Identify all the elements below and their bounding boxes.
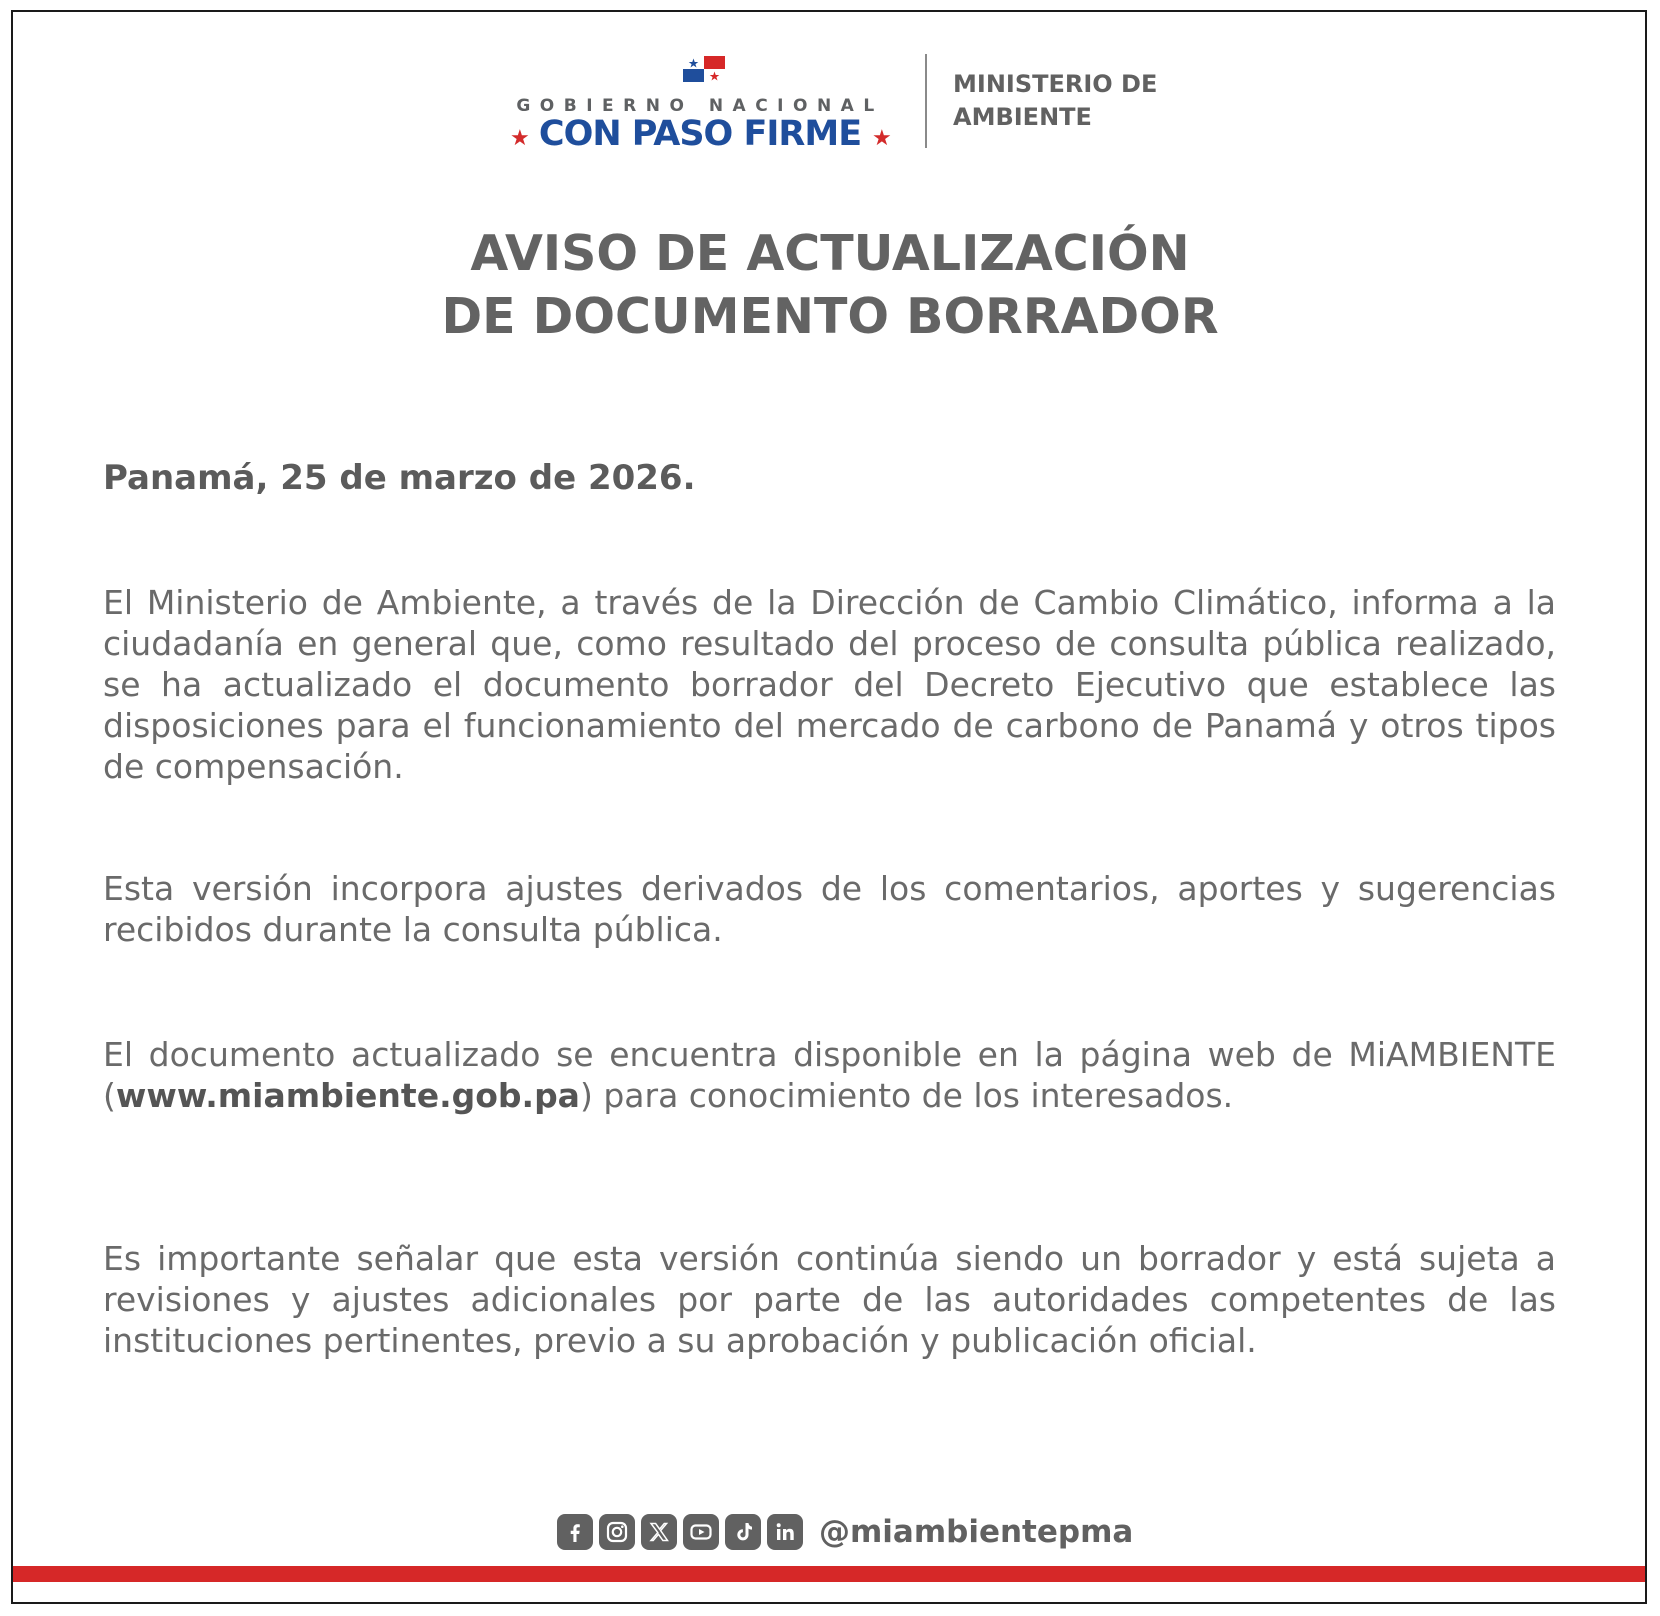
government-title: GOBIERNO NACIONAL [516, 96, 884, 116]
x-icon[interactable] [641, 1514, 677, 1550]
notice-date: Panamá, 25 de marzo de 2026. [103, 458, 696, 498]
paragraph-2: Esta versión incorpora ajustes derivados de los comentarios, aportes y sugerencias recibidos durante la consulta pública. [103, 869, 1556, 949]
website-link[interactable]: www.miambiente.gob.pa [115, 1076, 580, 1115]
paragraph-1: El Ministerio de Ambiente, a través de la Dirección de Cambio Climático, informa a la ciudadanía en general que, como resultado del proceso de consulta pública realizado, se ha actualizado el documento borrador del Decreto Ejecutivo que establece las disposiciones para el funcionamiento del mercado de carbono de Panamá y otros tipos de compensación. [103, 583, 1556, 786]
social-media-bar [557, 1514, 1133, 1550]
instagram-icon[interactable] [599, 1514, 635, 1550]
title-line-1: AVISO DE ACTUALIZACIÓN [470, 225, 1190, 282]
paragraph-3-text-end: ) para conocimiento de los interesados. [579, 1076, 1234, 1115]
panama-flag-icon [683, 56, 725, 82]
red-footer-bar [13, 1566, 1645, 1582]
red-star-icon: ★ [510, 126, 530, 151]
youtube-icon[interactable] [683, 1514, 719, 1550]
government-slogan: CON PASO FIRME [538, 114, 862, 154]
social-handle[interactable]: @miambientepma [819, 1514, 1134, 1550]
paragraph-3 [103, 1034, 1556, 1116]
paragraph-3-text-start: El documento actualizado se encuentra disponible en la página web de MiAMBIENTE ( [103, 1035, 1556, 1115]
ministry-name: MINISTERIO DE AMBIENTE [953, 70, 1158, 131]
header [0, 48, 1660, 158]
paragraph-4: Es importante señalar que esta versión continúa siendo un borrador y está sujeta a revisiones y ajustes adicionales por parte de las autoridades competentes de las instituciones pertinentes, previo a su aprobación y publicación oficial. [103, 1239, 1556, 1360]
linkedin-icon[interactable] [767, 1514, 803, 1550]
tiktok-icon[interactable] [725, 1514, 761, 1550]
notice-title [0, 222, 1660, 348]
red-star-icon: ★ [872, 126, 892, 151]
title-line-2: DE DOCUMENTO BORRADOR [441, 288, 1219, 345]
header-divider [925, 54, 927, 148]
facebook-icon[interactable] [557, 1514, 593, 1550]
government-logo [500, 48, 900, 158]
